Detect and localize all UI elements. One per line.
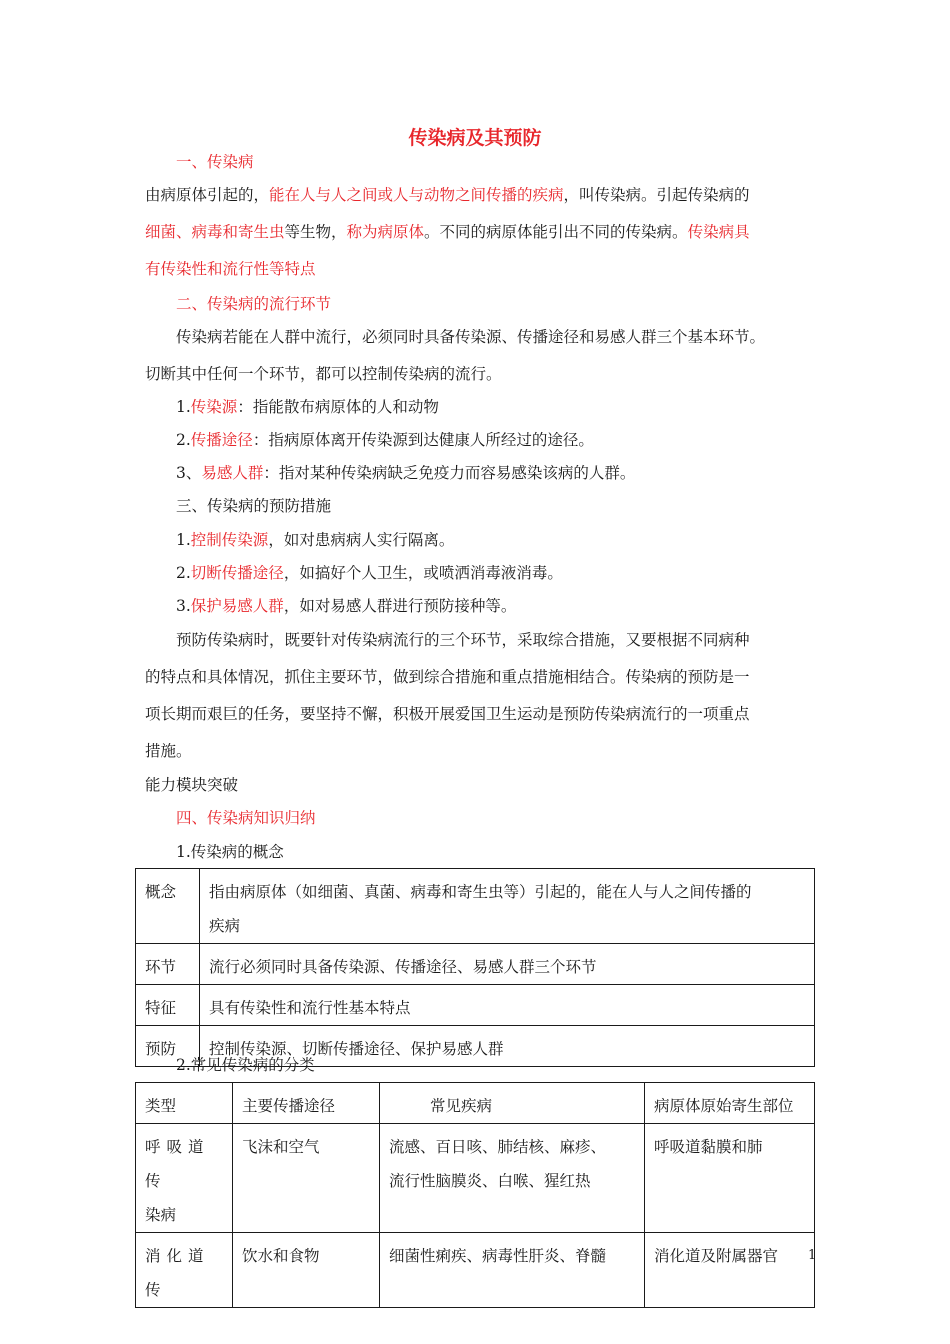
section-3-heading: 三、传染病的预防措施 [176, 497, 332, 515]
table-cell-type [136, 1124, 233, 1233]
section-3-item-3 [176, 596, 516, 616]
section-1-paragraph-line-3: 有传染性和流行性等特点 [145, 260, 316, 278]
item-description: ：指病原体离开传染源到达健康人所经过的途径。 [252, 431, 594, 449]
item-term: 传播途径 [190, 431, 253, 449]
cell-line: 呼吸道传 [145, 1138, 210, 1190]
item-description: ，如对易感人群进行预防接种等。 [283, 597, 517, 615]
cell-line: 指由病原体（如细菌、真菌、病毒和寄生虫等）引起的，能在人与人之间传播的 [209, 883, 752, 901]
table-cell-type [136, 1233, 233, 1308]
text-run: 由病原体引起的， [145, 186, 270, 204]
text-run: 等生物， [284, 223, 347, 241]
table-header-cell: 类型 [136, 1083, 233, 1124]
text-run: 。不同的病原体能引出不同的传染病。 [424, 223, 688, 241]
highlight-text: 细菌、病毒和寄生虫 [145, 223, 285, 241]
section-3-item-1 [176, 530, 454, 550]
item-number: 1. [176, 531, 191, 549]
table-header-cell: 病原体原始寄生部位 [645, 1083, 815, 1124]
highlight-text: 传染病具 [687, 223, 750, 241]
section-2-heading: 二、传染病的流行环节 [176, 295, 332, 313]
item-description: ：指对某种传染病缺乏免疫力而容易感染该病的人群。 [263, 464, 636, 482]
section-1-paragraph-line-2 [145, 222, 750, 242]
table-1-caption: 1.传染病的概念 [176, 843, 284, 861]
item-number: 2. [176, 564, 191, 582]
highlight-text: 传播的疾病 [486, 186, 564, 204]
item-description: ，如搞好个人卫生，或喷洒消毒液消毒。 [283, 564, 563, 582]
table-row [136, 944, 815, 985]
section-3-item-2 [176, 563, 563, 583]
highlight-text: 能在人与人之间或人与动物之间 [269, 186, 487, 204]
item-description: ：指能散布病原体的人和动物 [237, 398, 439, 416]
table-cell-site: 呼吸道黏膜和肺 [645, 1124, 815, 1233]
classification-table [135, 1082, 815, 1308]
section-2-paragraph-line-2: 切断其中任何一个环节，都可以控制传染病的流行。 [145, 365, 502, 383]
cell-line: 消化道传 [145, 1247, 210, 1299]
section-2-item-2 [176, 430, 594, 450]
section-3-paragraph-line-1: 预防传染病时，既要针对传染病流行的三个环节，采取综合措施，又要根据不同病种 [176, 631, 750, 649]
table-cell-key: 概念 [136, 869, 200, 944]
table-row [136, 869, 815, 944]
section-1-heading: 一、传染病 [176, 153, 254, 171]
table-header-cell: 主要传播途径 [233, 1083, 380, 1124]
text-run: ，叫传染病。引起传染病的 [563, 186, 750, 204]
table-row [136, 1124, 815, 1233]
table-cell-diseases: 细菌性痢疾、病毒性肝炎、脊髓 [380, 1233, 645, 1308]
table-cell-value: 具有传染性和流行性基本特点 [200, 985, 815, 1026]
item-number: 3. [176, 597, 191, 615]
table-cell-diseases [380, 1124, 645, 1233]
item-number: 2. [176, 431, 191, 449]
table-header-cell: 常见疾病 [380, 1083, 645, 1124]
table-cell-site: 消化道及附属器官 [645, 1233, 815, 1308]
item-term: 易感人群 [201, 464, 264, 482]
item-term: 控制传染源 [190, 531, 269, 549]
page-number: 1 [808, 1248, 817, 1263]
section-2-item-1 [176, 397, 439, 417]
item-number: 3、 [176, 464, 202, 482]
section-2-paragraph-line-1: 传染病若能在人群中流行，必须同时具备传染源、传播途径和易感人群三个基本环节。 [176, 328, 766, 346]
table-cell-value: 流行必须同时具备传染源、传播途径、易感人群三个环节 [200, 944, 815, 985]
section-3-paragraph-line-3: 项长期而艰巨的任务，要坚持不懈，积极开展爱国卫生运动是预防传染病流行的一项重点 [145, 705, 750, 723]
section-1-paragraph-line-1 [145, 185, 750, 205]
item-term: 切断传播途径 [190, 564, 284, 582]
table-cell-route: 饮水和食物 [233, 1233, 380, 1308]
table-2-caption: 2.常见传染病的分类 [176, 1056, 315, 1074]
item-term: 保护易感人群 [190, 597, 284, 615]
section-4-heading: 四、传染病知识归纳 [176, 809, 316, 827]
highlight-text: 称为病原体 [346, 223, 425, 241]
table-cell-key: 预防 [136, 1026, 200, 1067]
cell-line: 流感、百日咳、肺结核、麻疹、 [389, 1138, 607, 1156]
cell-line: 疾病 [209, 917, 241, 935]
section-3-paragraph-line-4: 措施。 [145, 742, 192, 760]
table-cell-key: 特征 [136, 985, 200, 1026]
cell-line: 流行性脑膜炎、白喉、猩红热 [389, 1172, 591, 1190]
page-title: 传染病及其预防 [408, 127, 542, 149]
module-heading: 能力模块突破 [145, 776, 239, 794]
section-2-item-3 [176, 463, 635, 483]
table-cell-route: 飞沫和空气 [233, 1124, 380, 1233]
section-3-paragraph-line-2: 的特点和具体情况，抓住主要环节，做到综合措施和重点措施相结合。传染病的预防是一 [145, 668, 750, 686]
table-row [136, 1233, 815, 1308]
table-cell-value [200, 869, 815, 944]
cell-line: 染病 [145, 1206, 177, 1224]
item-term: 传染源 [190, 398, 238, 416]
table-row [136, 985, 815, 1026]
concept-table [135, 868, 815, 1067]
item-description: ，如对患病病人实行隔离。 [268, 531, 455, 549]
table-cell-key: 环节 [136, 944, 200, 985]
table-header-row [136, 1083, 815, 1124]
item-number: 1. [176, 398, 191, 416]
table-cell-value: 控制传染源、切断传播途径、保护易感人群 [200, 1026, 815, 1067]
